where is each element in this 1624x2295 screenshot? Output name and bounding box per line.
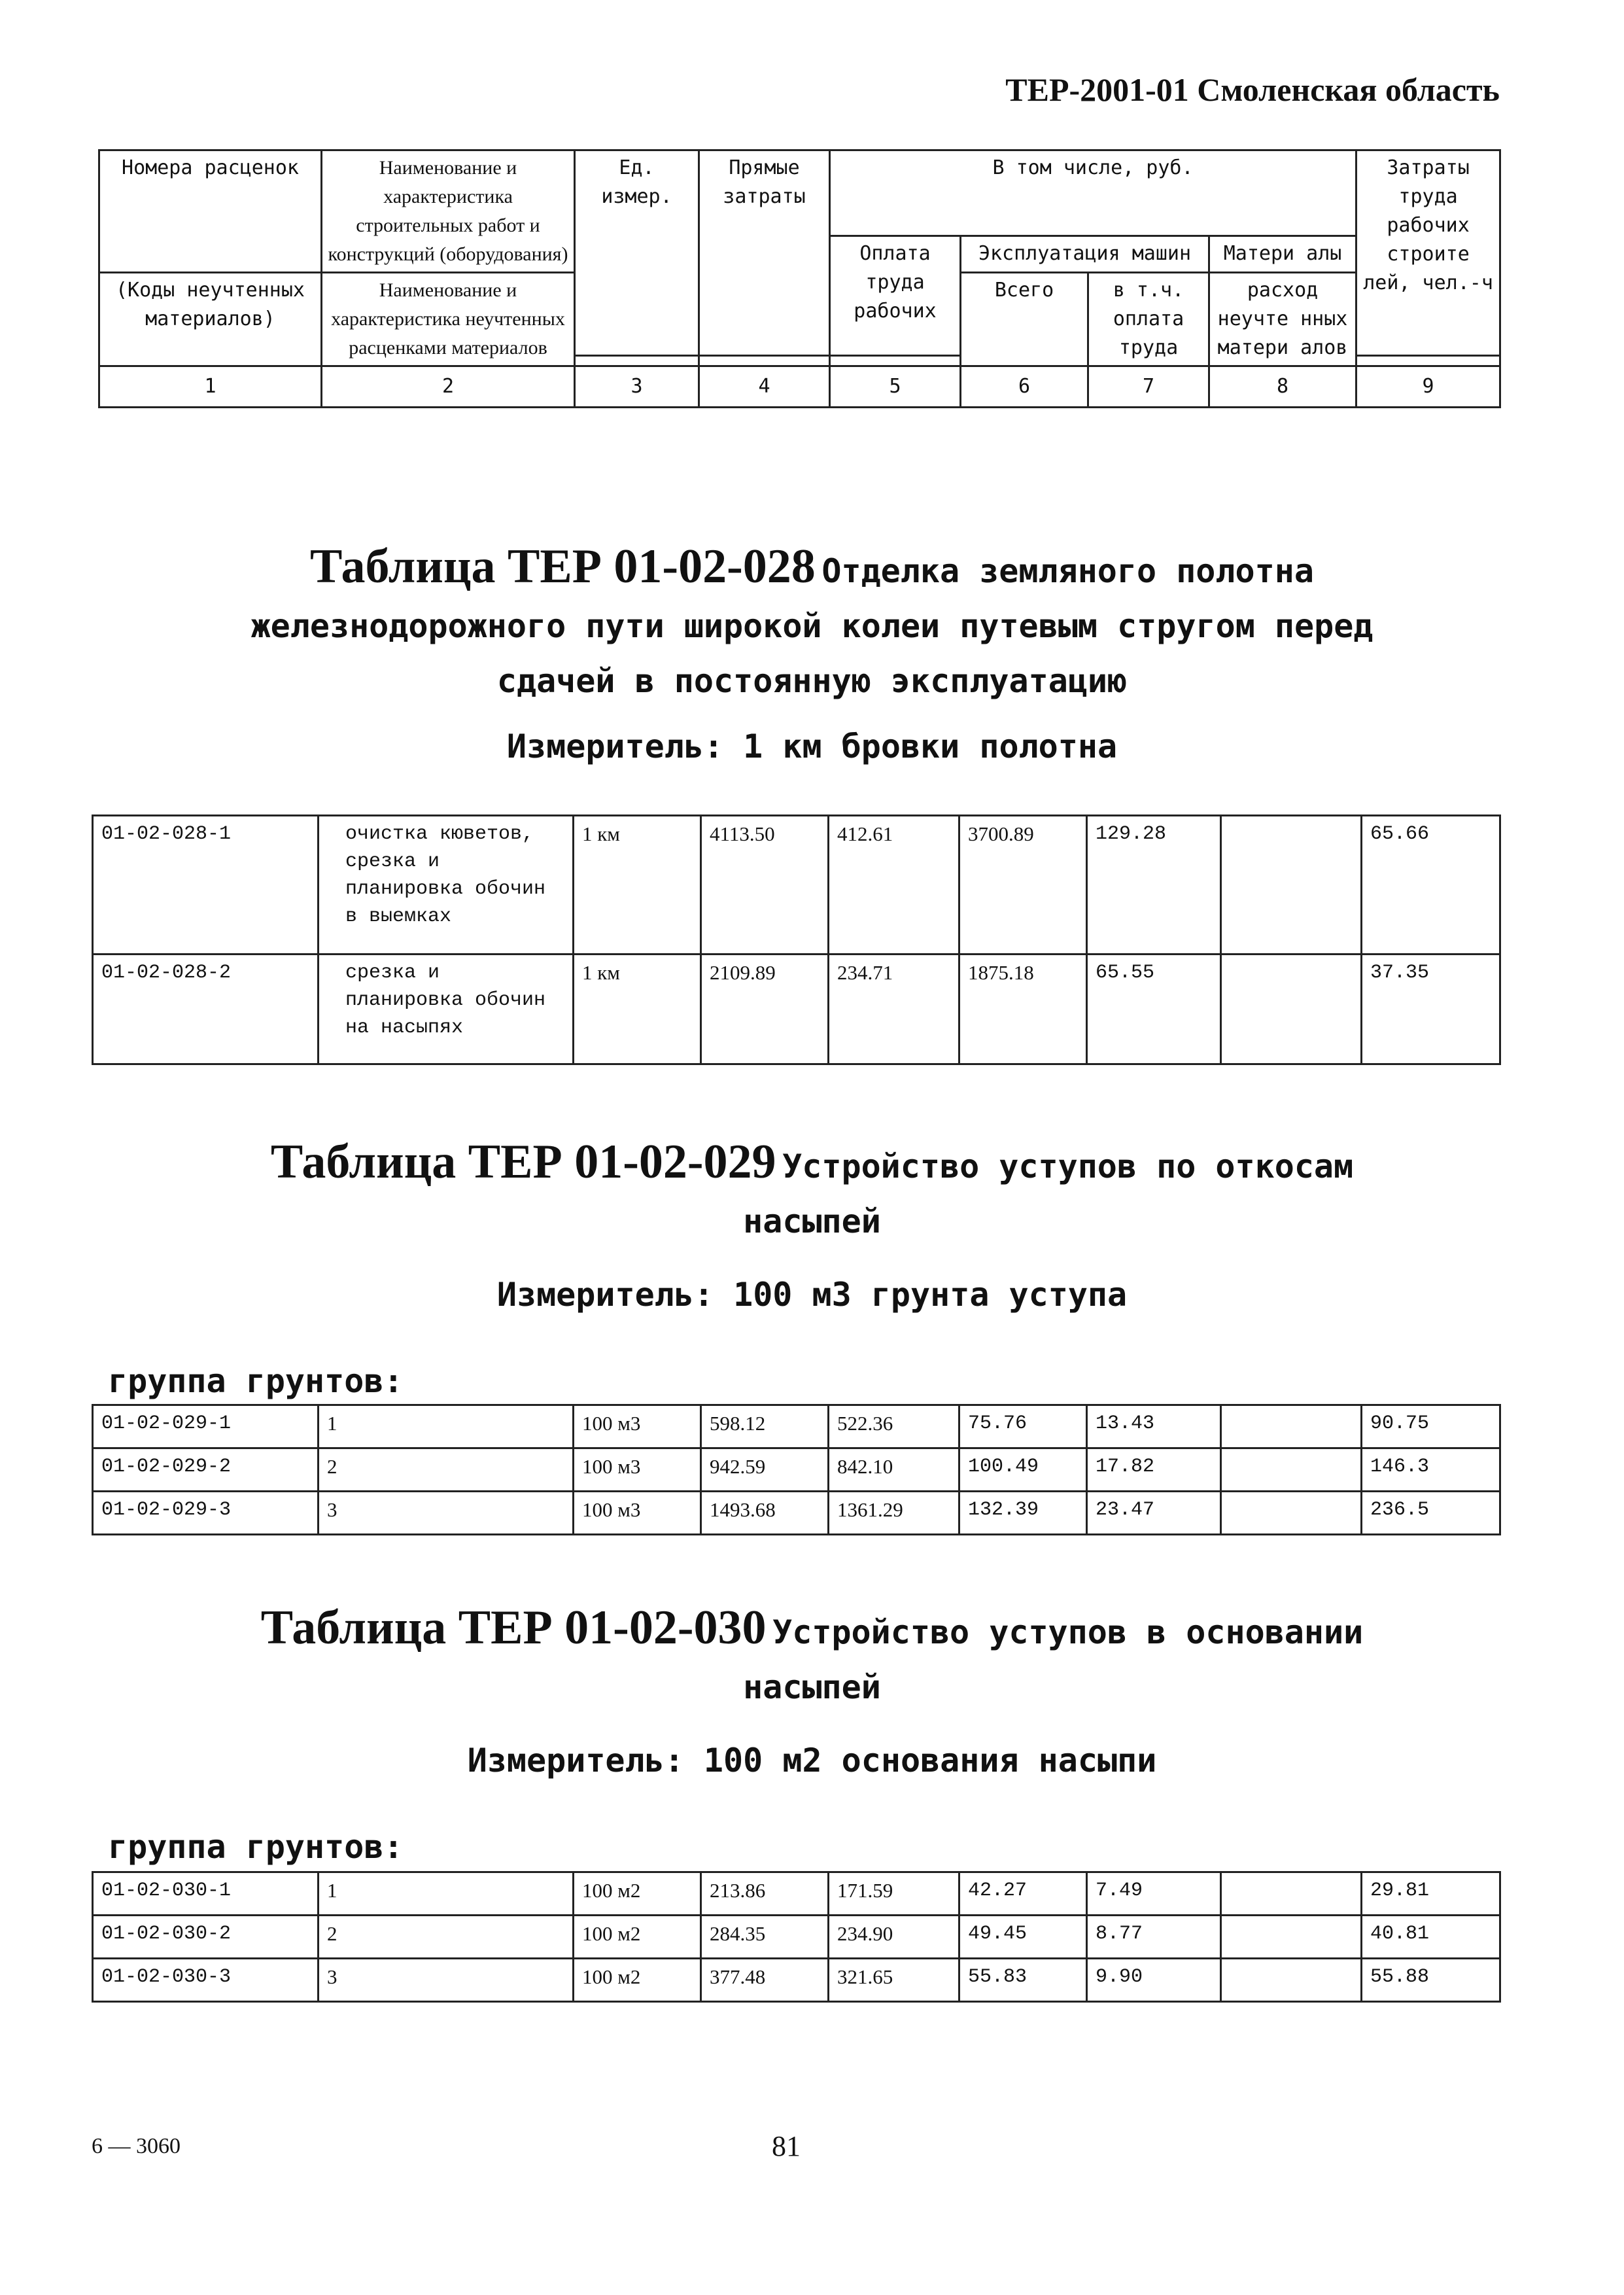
row-labor: 234.71 [829,955,959,1064]
col-number: 2 [322,366,575,408]
table-030-measure: Измеритель: 100 м2 основания насыпи [467,1742,1157,1779]
row-labor: 1361.29 [829,1492,959,1535]
row-labor: 171.59 [829,1872,959,1916]
col-machines-labor-header: в т.ч. оплата труда [1088,273,1209,366]
col-labor-hours-header: Затраты труда рабочих строите лей, чел.-ч [1356,150,1500,356]
col-materials-bottom-header: расход неучте нных матери алов [1209,273,1356,366]
col-number: 5 [830,366,961,408]
row-direct: 213.86 [701,1872,829,1916]
col-codes-bottom-header: (Коды неучтенных материалов) [99,273,322,366]
row-machines: 42.27 [959,1872,1087,1916]
row-machines-labor: 65.55 [1087,955,1221,1064]
row-hours: 90.75 [1362,1405,1500,1448]
row-direct: 4113.50 [701,816,829,955]
table-030-title-line1: Устройство уступов в основании [772,1613,1364,1651]
table-028-title-line3: сдачей в постоянную эксплуатацию [496,662,1128,700]
row-unit: 1 км [574,816,701,955]
row-materials [1221,1916,1362,1959]
col-unit-header: Ед. измер. [575,150,699,356]
footer-sheet-code: 6 — 3060 [92,2134,181,2158]
table-030-title-number: Таблица ТЕР 01-02-030 [260,1601,767,1655]
row-machines: 55.83 [959,1959,1087,2002]
row-direct: 377.48 [701,1959,829,2002]
row-name: 1 [319,1872,574,1916]
row-labor: 412.61 [829,816,959,955]
row-materials [1221,1959,1362,2002]
row-materials [1221,1492,1362,1535]
page-number: 81 [772,2130,801,2162]
col-machines-group-header: Эксплуатация машин [961,236,1209,273]
row-hours: 65.66 [1362,816,1500,955]
row-machines: 132.39 [959,1492,1087,1535]
row-code: 01-02-030-3 [93,1959,319,2002]
row-machines: 3700.89 [959,816,1087,955]
row-name: 2 [319,1916,574,1959]
col-name-header: Наименование и характеристика строительных работ и конструкций (оборудования) [322,150,575,273]
row-direct: 284.35 [701,1916,829,1959]
col-machines-total-header: Всего [961,273,1088,366]
col-number: 8 [1209,366,1356,408]
row-machines-labor: 13.43 [1087,1405,1221,1448]
row-labor: 522.36 [829,1405,959,1448]
row-machines-labor: 9.90 [1087,1959,1221,2002]
table-030-title-line2: насыпей [743,1668,881,1706]
table-029 [92,1404,1501,1535]
table-030-title [0,1601,1624,1719]
table-row [93,1959,1500,2002]
table-row [93,1405,1500,1448]
row-name: 2 [319,1448,574,1492]
table-029-title-line2: насыпей [743,1202,881,1240]
table-row [93,1872,1500,1916]
row-name: 3 [319,1959,574,2002]
table-029-title [0,1135,1624,1253]
row-unit: 100 м3 [574,1448,701,1492]
row-code: 01-02-028-1 [93,816,319,955]
row-machines-labor: 8.77 [1087,1916,1221,1959]
table-row [93,955,1500,1064]
col-codes-header: Номера расценок [99,150,322,273]
row-unit: 100 м3 [574,1492,701,1535]
page-title: ТЕР-2001-01 Смоленская область [1005,71,1500,108]
row-machines-labor: 7.49 [1087,1872,1221,1916]
row-code: 01-02-028-2 [93,955,319,1064]
row-name: 3 [319,1492,574,1535]
row-direct: 2109.89 [701,955,829,1064]
table-029-title-number: Таблица ТЕР 01-02-029 [270,1135,776,1189]
row-materials [1221,1405,1362,1448]
row-code: 01-02-030-2 [93,1916,319,1959]
col-number: 4 [699,366,830,408]
row-unit: 100 м2 [574,1916,701,1959]
row-labor: 234.90 [829,1916,959,1959]
col-materials-header: Матери алы [1209,236,1356,273]
table-row [93,1492,1500,1535]
row-unit: 100 м2 [574,1872,701,1916]
column-header-table [98,149,1501,408]
row-code: 01-02-029-2 [93,1448,319,1492]
row-code: 01-02-029-3 [93,1492,319,1535]
row-direct: 1493.68 [701,1492,829,1535]
col-number: 7 [1088,366,1209,408]
row-direct: 942.59 [701,1448,829,1492]
row-name: 1 [319,1405,574,1448]
row-name: срезка и планировка обочин на насыпях [319,955,574,1064]
row-machines-labor: 17.82 [1087,1448,1221,1492]
table-028-title-line1: Отделка земляного полотна [821,552,1314,590]
table-028-title-line2: железнодорожного пути широкой колеи путевым стругом перед [251,607,1373,645]
row-labor: 321.65 [829,1959,959,2002]
table-028-title-number: Таблица ТЕР 01-02-028 [310,540,816,593]
col-group-header: В том числе, руб. [830,150,1356,236]
row-machines-labor: 23.47 [1087,1492,1221,1535]
row-code: 01-02-029-1 [93,1405,319,1448]
row-machines: 49.45 [959,1916,1087,1959]
row-hours: 236.5 [1362,1492,1500,1535]
table-028-title [0,540,1624,712]
row-hours: 40.81 [1362,1916,1500,1959]
row-machines: 100.49 [959,1448,1087,1492]
row-hours: 29.81 [1362,1872,1500,1916]
row-machines: 1875.18 [959,955,1087,1064]
col-name-bottom-header: Наименование и характеристика неучтенных расценками материалов [322,273,575,366]
row-hours: 146.3 [1362,1448,1500,1492]
col-direct-header: Прямые затраты [699,150,830,356]
col-number: 1 [99,366,322,408]
row-unit: 100 м2 [574,1959,701,2002]
table-030-group-label: группа грунтов: [108,1828,404,1866]
row-machines-labor: 129.28 [1087,816,1221,955]
col-number: 9 [1356,366,1500,408]
row-unit: 100 м3 [574,1405,701,1448]
row-hours: 55.88 [1362,1959,1500,2002]
row-materials [1221,955,1362,1064]
table-030 [92,1871,1501,2003]
row-code: 01-02-030-1 [93,1872,319,1916]
row-materials [1221,1448,1362,1492]
row-direct: 598.12 [701,1405,829,1448]
table-028 [92,815,1501,1065]
row-materials [1221,1872,1362,1916]
table-row [93,1448,1500,1492]
table-row [93,816,1500,955]
col-labor-header: Оплата труда рабочих [830,236,961,356]
row-labor: 842.10 [829,1448,959,1492]
row-hours: 37.35 [1362,955,1500,1064]
row-unit: 1 км [574,955,701,1064]
table-row [93,1916,1500,1959]
row-machines: 75.76 [959,1405,1087,1448]
table-029-group-label: группа грунтов: [108,1362,404,1400]
row-name: очистка кюветов, срезка и планировка обочин в выемках [319,816,574,955]
table-029-title-line1: Устройство уступов по откосам [782,1148,1354,1185]
row-materials [1221,816,1362,955]
col-number: 3 [575,366,699,408]
col-number: 6 [961,366,1088,408]
table-028-measure: Измеритель: 1 км бровки полотна [506,727,1118,765]
table-029-measure: Измеритель: 100 м3 грунта уступа [496,1276,1128,1314]
